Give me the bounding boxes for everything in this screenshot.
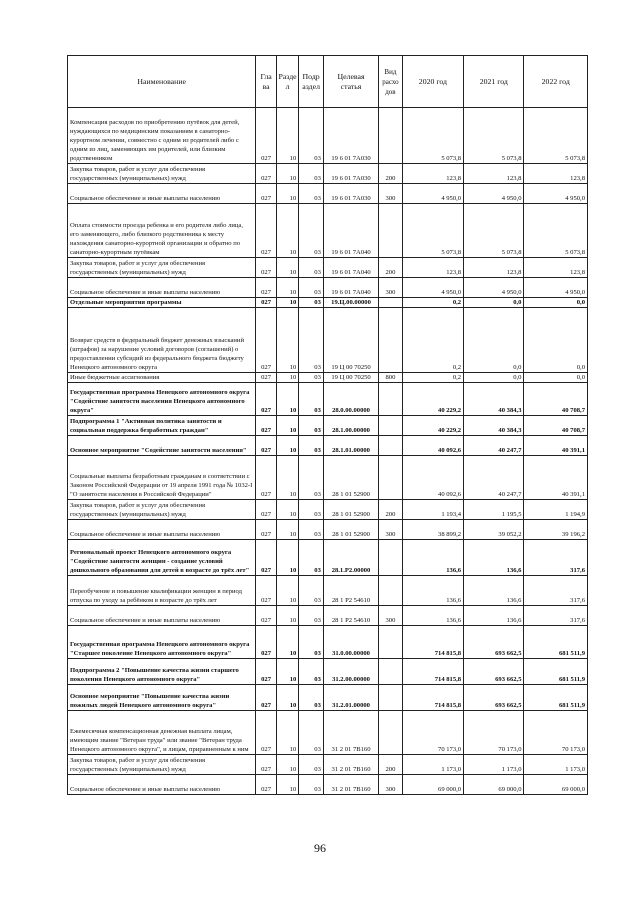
table-row: [68, 258, 588, 278]
row-value-2021: 693 662,5: [464, 626, 524, 659]
row-value-2020: 714 815,8: [402, 626, 463, 659]
row-razdel: 10: [276, 436, 299, 456]
row-value-2020: 1 173,0: [402, 755, 463, 775]
row-name: Подпрограмма 1 "Активная политика занятости и социальная поддержка безработных граждан": [68, 416, 256, 436]
row-article: 28 1 Р2 54610: [323, 606, 378, 626]
row-podrazdel: 03: [299, 540, 324, 576]
row-razdel: 10: [276, 576, 299, 606]
row-value-2020: 5 073,8: [402, 108, 463, 164]
row-podrazdel: 03: [299, 711, 324, 755]
row-value-2021: 136,6: [464, 576, 524, 606]
row-value-2022: 317,6: [524, 540, 588, 576]
row-podrazdel: 03: [299, 278, 324, 298]
row-podrazdel: 03: [299, 500, 324, 520]
table-row: [68, 685, 588, 711]
row-value-2022: 317,6: [524, 576, 588, 606]
table-row: [68, 540, 588, 576]
row-glava: 027: [256, 626, 276, 659]
row-name: Социальное обеспечение и иные выплаты населению: [68, 520, 256, 540]
row-vr: [379, 298, 403, 308]
row-glava: 027: [256, 685, 276, 711]
row-value-2021: 5 073,8: [464, 108, 524, 164]
row-glava: 027: [256, 659, 276, 685]
row-name: Социальные выплаты безработным гражданам в соответствии с Законом Российской Федерации от 19 апреля 1991 года № 1032-I "О занятости населения в Российской Федерации": [68, 456, 256, 500]
row-vr: [379, 626, 403, 659]
row-value-2020: 0,2: [402, 373, 463, 383]
table-row: [68, 520, 588, 540]
row-value-2020: 0,2: [402, 298, 463, 308]
row-razdel: 10: [276, 520, 299, 540]
col-header-2020: 2020 год: [402, 56, 463, 108]
row-article: 31.0.00.00000: [323, 626, 378, 659]
row-vr: 200: [379, 258, 403, 278]
row-glava: 027: [256, 278, 276, 298]
row-vr: [379, 383, 403, 416]
row-podrazdel: 03: [299, 755, 324, 775]
row-value-2020: 136,6: [402, 540, 463, 576]
row-glava: 027: [256, 576, 276, 606]
row-glava: 027: [256, 456, 276, 500]
row-podrazdel: 03: [299, 659, 324, 685]
row-name: Компенсация расходов по приобретению путёвок для детей, нуждающихся по медицинским показаниям в санаторно-курортном лечении, совместно с одним из родителей либо с одним из лиц, заменяющих им родителей, или близким родственником: [68, 108, 256, 164]
row-value-2021: 70 173,0: [464, 711, 524, 755]
row-value-2020: 70 173,0: [402, 711, 463, 755]
row-glava: 027: [256, 308, 276, 373]
table-row: [68, 373, 588, 383]
row-article: 28.1.00.00000: [323, 416, 378, 436]
row-article: 31.2.00.00000: [323, 659, 378, 685]
row-vr: 200: [379, 755, 403, 775]
table-body: [68, 108, 588, 795]
row-name: Оплата стоимости проезда ребенка и его родителя либо лица, его заменяющего, либо близкого родственника к месту нахождения санаторно-курортной организации и обратно по санаторно-курортным путёвкам: [68, 204, 256, 258]
row-value-2022: 1 194,9: [524, 500, 588, 520]
row-value-2022: 681 511,9: [524, 685, 588, 711]
row-podrazdel: 03: [299, 383, 324, 416]
row-razdel: 10: [276, 606, 299, 626]
row-name: Социальное обеспечение и иные выплаты населению: [68, 278, 256, 298]
row-razdel: 10: [276, 184, 299, 204]
row-vr: 300: [379, 775, 403, 795]
row-razdel: 10: [276, 456, 299, 500]
row-value-2021: 40 247,7: [464, 436, 524, 456]
row-article: 28.1.01.00000: [323, 436, 378, 456]
row-vr: [379, 711, 403, 755]
row-razdel: 10: [276, 416, 299, 436]
row-value-2021: 136,6: [464, 606, 524, 626]
row-podrazdel: 03: [299, 606, 324, 626]
table-row: [68, 755, 588, 775]
row-value-2020: 123,8: [402, 258, 463, 278]
row-name: Государственная программа Ненецкого автономного округа "Содействие занятости населения Ненецкого автономного округа": [68, 383, 256, 416]
row-value-2022: 681 511,9: [524, 659, 588, 685]
row-razdel: 10: [276, 298, 299, 308]
row-vr: 300: [379, 278, 403, 298]
row-podrazdel: 03: [299, 373, 324, 383]
row-name: Основное мероприятие "Содействие занятости населения": [68, 436, 256, 456]
row-article: 19 6 01 7А030: [323, 108, 378, 164]
col-header-glava: Гла ва: [256, 56, 276, 108]
row-article: 28 1 01 52900: [323, 500, 378, 520]
row-razdel: 10: [276, 626, 299, 659]
row-razdel: 10: [276, 278, 299, 298]
col-header-razdel: Разде л: [276, 56, 299, 108]
row-name: Ежемесячная компенсационная денежная выплата лицам, имеющим звание "Ветеран труда" или звание "Ветеран труда Ненецкого автономного округа", и лицам, приравненным к ним: [68, 711, 256, 755]
row-glava: 027: [256, 606, 276, 626]
row-article: 31 2 01 7В160: [323, 755, 378, 775]
col-header-2022: 2022 год: [524, 56, 588, 108]
table-row: [68, 436, 588, 456]
row-podrazdel: 03: [299, 164, 324, 184]
table-row: [68, 711, 588, 755]
row-razdel: 10: [276, 755, 299, 775]
row-vr: 300: [379, 606, 403, 626]
row-vr: 300: [379, 184, 403, 204]
row-vr: [379, 685, 403, 711]
row-name: Закупка товаров, работ и услуг для обеспечения государственных (муниципальных) нужд: [68, 164, 256, 184]
col-header-2021: 2021 год: [464, 56, 524, 108]
row-value-2022: 69 000,0: [524, 775, 588, 795]
row-article: 19 Ц 00 70250: [323, 373, 378, 383]
row-glava: 027: [256, 204, 276, 258]
table-row: [68, 576, 588, 606]
row-glava: 027: [256, 775, 276, 795]
table-row: [68, 164, 588, 184]
row-razdel: 10: [276, 711, 299, 755]
row-article: 19 6 01 7А030: [323, 164, 378, 184]
row-value-2021: 1 173,0: [464, 755, 524, 775]
table-row: [68, 659, 588, 685]
row-value-2021: 1 195,5: [464, 500, 524, 520]
row-value-2020: 136,6: [402, 606, 463, 626]
row-name: Закупка товаров, работ и услуг для обеспечения государственных (муниципальных) нужд: [68, 500, 256, 520]
row-razdel: 10: [276, 685, 299, 711]
row-value-2022: 0,0: [524, 298, 588, 308]
row-value-2021: 123,8: [464, 164, 524, 184]
row-glava: 027: [256, 520, 276, 540]
row-name: Отдельные мероприятия программы: [68, 298, 256, 308]
row-razdel: 10: [276, 258, 299, 278]
row-value-2020: 40 229,2: [402, 383, 463, 416]
table-row: [68, 278, 588, 298]
row-name: Государственная программа Ненецкого автономного округа "Старшее поколение Ненецкого автономного округа": [68, 626, 256, 659]
row-name: Возврат средств в федеральный бюджет денежных взысканий (штрафов) за нарушение условий договоров (соглашений) о предоставлении субсидий из федерального бюджета бюджету Ненецкого автономного округа: [68, 308, 256, 373]
table-row: [68, 626, 588, 659]
row-name: Подпрограмма 2 "Повышение качества жизни старшего поколения Ненецкого автономного округа": [68, 659, 256, 685]
row-razdel: 10: [276, 500, 299, 520]
row-glava: 027: [256, 500, 276, 520]
table-row: [68, 416, 588, 436]
row-value-2020: 5 073,8: [402, 204, 463, 258]
row-value-2021: 693 662,5: [464, 659, 524, 685]
row-value-2020: 38 899,2: [402, 520, 463, 540]
row-name: Основное мероприятие "Повышение качества жизни пожилых людей Ненецкого автономного округа": [68, 685, 256, 711]
budget-table: [67, 55, 588, 795]
table-row: [68, 308, 588, 373]
row-value-2021: 39 052,2: [464, 520, 524, 540]
row-value-2021: 5 073,8: [464, 204, 524, 258]
row-value-2021: 40 247,7: [464, 456, 524, 500]
row-value-2020: 40 092,6: [402, 436, 463, 456]
row-podrazdel: 03: [299, 436, 324, 456]
col-header-podrazdel: Подр аздел: [299, 56, 324, 108]
row-podrazdel: 03: [299, 416, 324, 436]
row-value-2022: 123,8: [524, 164, 588, 184]
row-vr: [379, 436, 403, 456]
row-vr: [379, 108, 403, 164]
row-article: 31.2.01.00000: [323, 685, 378, 711]
row-glava: 027: [256, 383, 276, 416]
row-razdel: 10: [276, 164, 299, 184]
row-value-2021: 40 384,3: [464, 383, 524, 416]
row-value-2021: 693 662,5: [464, 685, 524, 711]
row-name: Переобучение и повышение квалификации женщин в период отпуска по уходу за ребёнком в возрасте до трёх лет: [68, 576, 256, 606]
row-glava: 027: [256, 540, 276, 576]
row-value-2021: 69 000,0: [464, 775, 524, 795]
row-value-2022: 40 391,1: [524, 456, 588, 500]
row-article: 19 6 01 7А030: [323, 184, 378, 204]
row-podrazdel: 03: [299, 576, 324, 606]
row-vr: 200: [379, 164, 403, 184]
table-header: [68, 56, 588, 108]
row-name: Социальное обеспечение и иные выплаты населению: [68, 606, 256, 626]
row-value-2022: 1 173,0: [524, 755, 588, 775]
row-value-2020: 40 229,2: [402, 416, 463, 436]
row-value-2021: 0,0: [464, 373, 524, 383]
table-row: [68, 108, 588, 164]
row-podrazdel: 03: [299, 685, 324, 711]
row-razdel: 10: [276, 204, 299, 258]
row-value-2021: 0,0: [464, 298, 524, 308]
row-value-2020: 136,6: [402, 576, 463, 606]
row-razdel: 10: [276, 540, 299, 576]
row-glava: 027: [256, 298, 276, 308]
row-value-2021: 0,0: [464, 308, 524, 373]
row-article: 28.0.00.00000: [323, 383, 378, 416]
row-value-2020: 1 193,4: [402, 500, 463, 520]
row-article: 19 Ц 00 70250: [323, 308, 378, 373]
row-vr: [379, 416, 403, 436]
row-value-2022: 4 950,0: [524, 184, 588, 204]
row-value-2022: 317,6: [524, 606, 588, 626]
row-vr: [379, 540, 403, 576]
table-row: [68, 606, 588, 626]
row-podrazdel: 03: [299, 204, 324, 258]
row-vr: 200: [379, 500, 403, 520]
row-value-2022: 40 708,7: [524, 416, 588, 436]
row-value-2020: 714 815,8: [402, 685, 463, 711]
table-row: [68, 500, 588, 520]
row-article: 28 1 Р2 54610: [323, 576, 378, 606]
row-value-2021: 123,8: [464, 258, 524, 278]
row-name: Региональный проект Ненецкого автономного округа "Содействие занятости женщин - создание условий дошкольного образования для детей в возрасте до трёх лет": [68, 540, 256, 576]
table-row: [68, 204, 588, 258]
row-podrazdel: 03: [299, 298, 324, 308]
table-row: [68, 383, 588, 416]
table-row: [68, 456, 588, 500]
row-value-2022: 39 196,2: [524, 520, 588, 540]
row-value-2022: 123,8: [524, 258, 588, 278]
row-podrazdel: 03: [299, 184, 324, 204]
row-article: 28 1 01 52900: [323, 456, 378, 500]
row-value-2022: 0,0: [524, 373, 588, 383]
row-glava: 027: [256, 711, 276, 755]
row-value-2020: 4 950,0: [402, 278, 463, 298]
row-razdel: 10: [276, 108, 299, 164]
row-razdel: 10: [276, 308, 299, 373]
row-article: 19 6 01 7А040: [323, 278, 378, 298]
row-value-2022: 40 391,1: [524, 436, 588, 456]
row-article: 19 6 01 7А040: [323, 204, 378, 258]
row-value-2022: 5 073,8: [524, 108, 588, 164]
row-vr: [379, 576, 403, 606]
page-number: 96: [314, 841, 326, 855]
row-value-2020: 714 815,8: [402, 659, 463, 685]
row-article: 19 6 01 7А040: [323, 258, 378, 278]
row-name: Иные бюджетные ассигнования: [68, 373, 256, 383]
row-name: Закупка товаров, работ и услуг для обеспечения государственных (муниципальных) нужд: [68, 755, 256, 775]
row-vr: 800: [379, 373, 403, 383]
row-name: Закупка товаров, работ и услуг для обеспечения государственных (муниципальных) нужд: [68, 258, 256, 278]
row-vr: [379, 308, 403, 373]
row-article: 28 1 01 52900: [323, 520, 378, 540]
row-article: 28.1.Р2.00000: [323, 540, 378, 576]
row-podrazdel: 03: [299, 108, 324, 164]
row-value-2022: 4 950,0: [524, 278, 588, 298]
row-glava: 027: [256, 416, 276, 436]
row-vr: 300: [379, 520, 403, 540]
row-value-2022: 70 173,0: [524, 711, 588, 755]
row-article: 31 2 01 7В160: [323, 775, 378, 795]
row-value-2021: 40 384,3: [464, 416, 524, 436]
row-value-2021: 136,6: [464, 540, 524, 576]
row-podrazdel: 03: [299, 775, 324, 795]
row-article: 19.Ц.00.00000: [323, 298, 378, 308]
table-row: [68, 298, 588, 308]
row-name: Социальное обеспечение и иные выплаты населению: [68, 775, 256, 795]
row-value-2020: 4 950,0: [402, 184, 463, 204]
row-value-2020: 69 000,0: [402, 775, 463, 795]
row-vr: [379, 659, 403, 685]
row-glava: 027: [256, 184, 276, 204]
col-header-name: Наименование: [68, 56, 256, 108]
row-glava: 027: [256, 436, 276, 456]
row-value-2022: 40 708,7: [524, 383, 588, 416]
row-value-2021: 4 950,0: [464, 184, 524, 204]
col-header-article: Целевая статья: [323, 56, 378, 108]
row-podrazdel: 03: [299, 626, 324, 659]
row-value-2020: 40 092,6: [402, 456, 463, 500]
row-glava: 027: [256, 373, 276, 383]
row-article: 31 2 01 7В160: [323, 711, 378, 755]
row-value-2021: 4 950,0: [464, 278, 524, 298]
row-name: Социальное обеспечение и иные выплаты населению: [68, 184, 256, 204]
row-value-2022: 681 511,9: [524, 626, 588, 659]
row-value-2020: 123,8: [402, 164, 463, 184]
row-razdel: 10: [276, 373, 299, 383]
row-value-2020: 0,2: [402, 308, 463, 373]
row-glava: 027: [256, 164, 276, 184]
row-value-2022: 0,0: [524, 308, 588, 373]
row-glava: 027: [256, 755, 276, 775]
row-vr: [379, 456, 403, 500]
row-podrazdel: 03: [299, 456, 324, 500]
row-podrazdel: 03: [299, 520, 324, 540]
row-podrazdel: 03: [299, 258, 324, 278]
row-razdel: 10: [276, 659, 299, 685]
row-razdel: 10: [276, 775, 299, 795]
table-row: [68, 184, 588, 204]
col-header-vr: Вид расхо дов: [379, 56, 403, 108]
table-row: [68, 775, 588, 795]
row-podrazdel: 03: [299, 308, 324, 373]
row-value-2022: 5 073,8: [524, 204, 588, 258]
row-glava: 027: [256, 108, 276, 164]
row-glava: 027: [256, 258, 276, 278]
row-vr: [379, 204, 403, 258]
row-razdel: 10: [276, 383, 299, 416]
